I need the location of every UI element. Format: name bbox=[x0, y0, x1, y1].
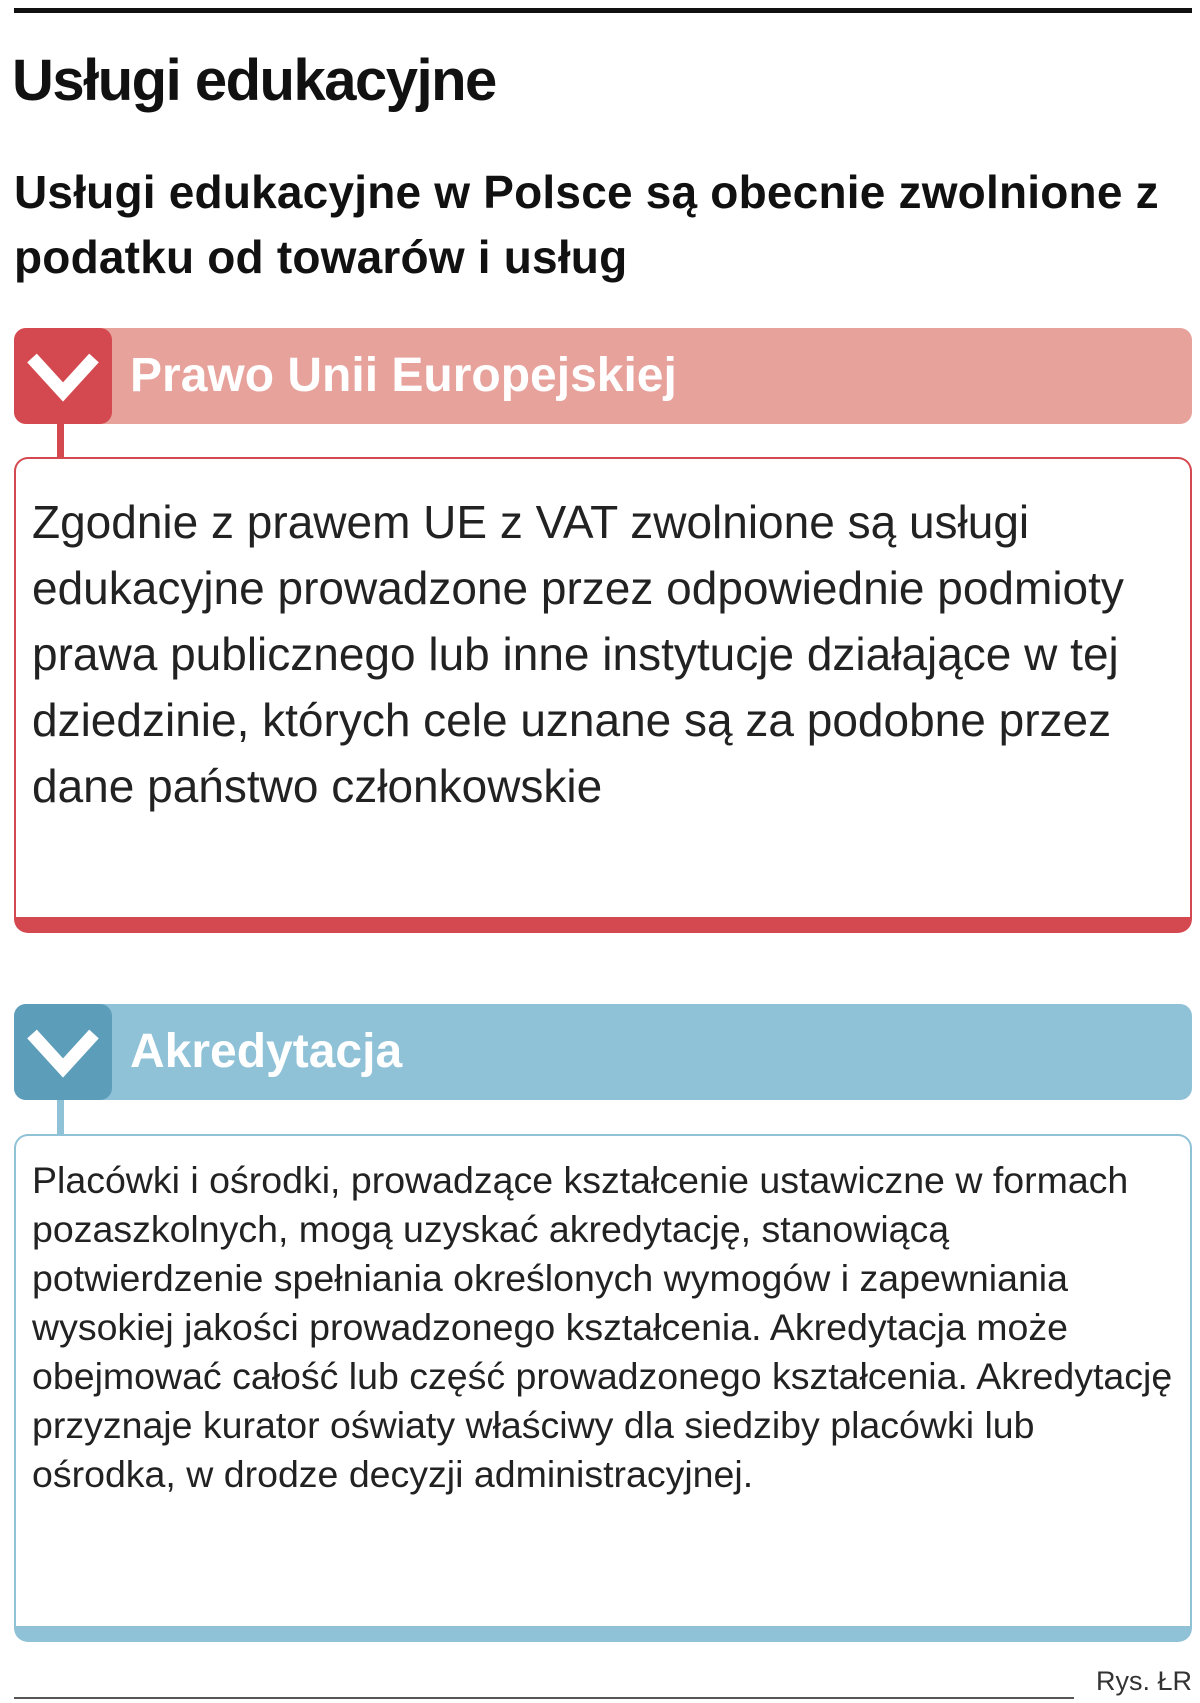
section-header-accreditation bbox=[14, 1004, 1192, 1100]
connector-line bbox=[57, 1100, 64, 1136]
section-badge bbox=[14, 328, 112, 424]
section-heading: Akredytacja bbox=[130, 1025, 403, 1078]
section-header-eu-law bbox=[14, 328, 1192, 424]
connector-line bbox=[57, 424, 64, 460]
section-body-text: Placówki i ośrodki, prowadzące kształcenie ustawiczne w formach pozaszkolnych, mogą uzyskać akredytację, stanowiącą potwierdzenie spełniania określonych wymogów i zapewniania wysokiej jakości prowadzonego kształcenia. Akredytacja może obejmować całość lub część prowadzonego kształcenia. Akredytację przyznaje kurator oświaty właściwy dla siedziby placówki lub ośrodka, w drodze decyzji administracyjnej. bbox=[32, 1159, 1173, 1495]
section-body-box bbox=[14, 457, 1192, 933]
section-heading: Prawo Unii Europejskiej bbox=[130, 349, 677, 402]
page-subtitle: Usługi edukacyjne w Polsce są obecnie zwolnione z podatku od towarów i usług bbox=[14, 166, 1159, 283]
image-credit: Rys. ŁR bbox=[1095, 1666, 1192, 1696]
chevron-down-icon bbox=[26, 352, 100, 402]
section-body-text: Zgodnie z prawem UE z VAT zwolnione są usługi edukacyjne prowadzone przez odpowiednie podmioty prawa publicznego lub inne instytucje działające w tej dziedzinie, których cele uznane są za podobne przez dane państwo członkowskie bbox=[32, 496, 1124, 812]
chevron-down-icon bbox=[26, 1028, 100, 1078]
section-body-box bbox=[14, 1134, 1192, 1642]
bottom-rule bbox=[14, 1697, 1074, 1699]
section-badge bbox=[14, 1004, 112, 1100]
top-rule bbox=[14, 8, 1192, 13]
page-title: Usługi edukacyjne bbox=[12, 48, 496, 113]
